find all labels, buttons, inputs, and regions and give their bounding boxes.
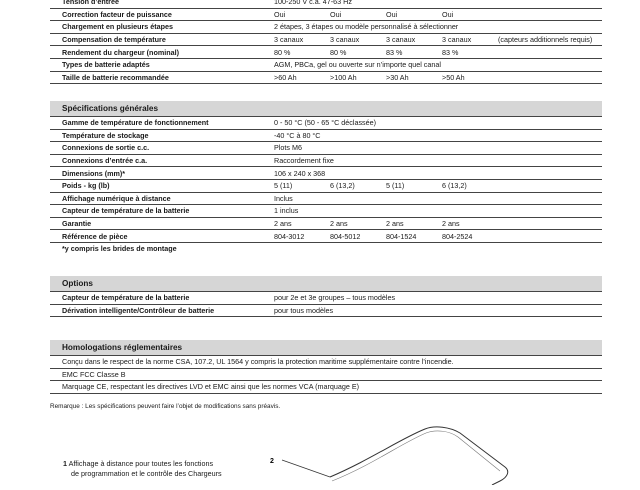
dimensions-footnote: *y compris les brides de montage (62, 243, 177, 253)
spec-value: 80 % (330, 46, 386, 59)
spec-row (50, 230, 602, 243)
spec-value: >100 Ah (330, 71, 386, 84)
spec-value: 2 ans (330, 217, 386, 230)
spec-label: Dimensions (mm)* (50, 167, 274, 180)
spec-value: 5 (11) (386, 179, 442, 192)
figure-caption (63, 459, 222, 478)
options-section (50, 276, 602, 317)
spec-value: 106 x 240 x 368 (274, 167, 602, 180)
option-row (50, 292, 602, 304)
spec-row (50, 71, 602, 84)
homologation-line: Marquage CE, respectant les directives LVD et EMC ainsi que les normes VCA (marquage E) (50, 381, 602, 394)
spec-value: 2 ans (442, 217, 498, 230)
electrical-spec-table (50, 0, 602, 84)
spec-value: 83 % (386, 46, 442, 59)
spec-value: AGM, PBCa, gel ou ouverte sur n’importe quel canal (274, 58, 602, 71)
spec-row (50, 0, 602, 8)
spec-label: Gamme de température de fonctionnement (50, 117, 274, 129)
section-title: Options (50, 276, 602, 292)
spec-label: Connexions d’entrée c.a. (50, 154, 274, 167)
spec-value: 0 - 50 °C (50 - 65 °C déclassée) (274, 117, 602, 129)
general-specs-section (50, 101, 602, 255)
spec-value: 2 étapes, 3 étapes ou modèle personnalisé à sélectionner (274, 21, 602, 34)
spec-note (498, 46, 602, 59)
spec-value: 3 canaux (274, 33, 330, 46)
homologation-line: EMC FCC Classe B (50, 369, 602, 382)
spec-row (50, 117, 602, 129)
spec-note (498, 179, 602, 192)
spec-value: >60 Ah (274, 71, 330, 84)
spec-value: 804-1524 (386, 230, 442, 243)
spec-value: Plots M6 (274, 142, 602, 155)
spec-value: Oui (442, 8, 498, 21)
spec-value: Oui (274, 8, 330, 21)
spec-label: Température de stockage (50, 129, 274, 142)
spec-value: 6 (13,2) (330, 179, 386, 192)
spec-value: 5 (11) (274, 179, 330, 192)
spec-label: Types de batterie adaptés (50, 58, 274, 71)
option-row (50, 304, 602, 317)
spec-value: >30 Ah (386, 71, 442, 84)
spec-row (50, 142, 602, 155)
item-number: 1 (63, 459, 67, 468)
spec-row (50, 167, 602, 180)
remark-text: Remarque : Les spécifications peuvent faire l’objet de modifications sans préavis. (50, 403, 281, 410)
spec-row (50, 21, 602, 34)
spec-value: 2 ans (274, 217, 330, 230)
spec-label: Connexions de sortie c.c. (50, 142, 274, 155)
spec-label: Compensation de température (50, 33, 274, 46)
option-value: pour 2e et 3e groupes – tous modèles (274, 292, 602, 304)
spec-note (498, 230, 602, 243)
spec-label: Capteur de température de la batterie (50, 205, 274, 218)
spec-label: Chargement en plusieurs étapes (50, 21, 274, 34)
spec-row (50, 58, 602, 71)
spec-row (50, 179, 602, 192)
spec-value: 1 inclus (274, 205, 602, 218)
homologation-line: Conçu dans le respect de la norme CSA, 107.2, UL 1564 y compris la protection maritime supplémentaire contre l’incendie. (50, 356, 602, 369)
item-text: Affichage à distance pour toutes les fonctions (68, 459, 214, 468)
spec-value: 80 % (274, 46, 330, 59)
spec-value: 100-250 V c.a. 47-63 Hz (274, 0, 602, 8)
spec-row (50, 129, 602, 142)
callout-number: 2 (270, 458, 274, 465)
spec-row (50, 33, 602, 46)
spec-label: Taille de batterie recommandée (50, 71, 274, 84)
spec-note (498, 71, 602, 84)
spec-label: Tension d’entrée (50, 0, 274, 8)
spec-value: Raccordement fixe (274, 154, 602, 167)
spec-row (50, 192, 602, 205)
device-illustration (260, 425, 530, 490)
spec-row (50, 46, 602, 59)
item-text: de programmation et le contrôle des Chargeurs (71, 468, 222, 478)
spec-value: 6 (13,2) (442, 179, 498, 192)
spec-label: Garantie (50, 217, 274, 230)
spec-value: Inclus (274, 192, 602, 205)
spec-row (50, 154, 602, 167)
option-label: Dérivation intelligente/Contrôleur de batterie (50, 304, 274, 317)
spec-row (50, 217, 602, 230)
spec-value: 2 ans (386, 217, 442, 230)
spec-row (50, 205, 602, 218)
spec-value: 3 canaux (386, 33, 442, 46)
spec-value: 804-2524 (442, 230, 498, 243)
spec-label: Poids - kg (lb) (50, 179, 274, 192)
spec-value: 3 canaux (330, 33, 386, 46)
section-title: Homologations réglementaires (50, 340, 602, 356)
spec-label: Correction facteur de puissance (50, 8, 274, 21)
spec-value: 3 canaux (442, 33, 498, 46)
spec-note (498, 8, 602, 21)
spec-value: -40 °C à 80 °C (274, 129, 602, 142)
option-label: Capteur de température de la batterie (50, 292, 274, 304)
spec-label: Affichage numérique à distance (50, 192, 274, 205)
spec-value: Oui (330, 8, 386, 21)
spec-label: Rendement du chargeur (nominal) (50, 46, 274, 59)
spec-value: 804-5012 (330, 230, 386, 243)
spec-note: (capteurs additionnels requis) (498, 33, 602, 46)
spec-label: Référence de pièce (50, 230, 274, 243)
spec-note (498, 217, 602, 230)
option-value: pour tous modèles (274, 304, 602, 317)
spec-value: Oui (386, 8, 442, 21)
section-title: Spécifications générales (50, 101, 602, 117)
spec-row (50, 8, 602, 21)
spec-value: 804-3012 (274, 230, 330, 243)
charger-drawing (260, 425, 530, 485)
spec-value: >50 Ah (442, 71, 498, 84)
homologations-section (50, 340, 602, 394)
spec-value: 83 % (442, 46, 498, 59)
